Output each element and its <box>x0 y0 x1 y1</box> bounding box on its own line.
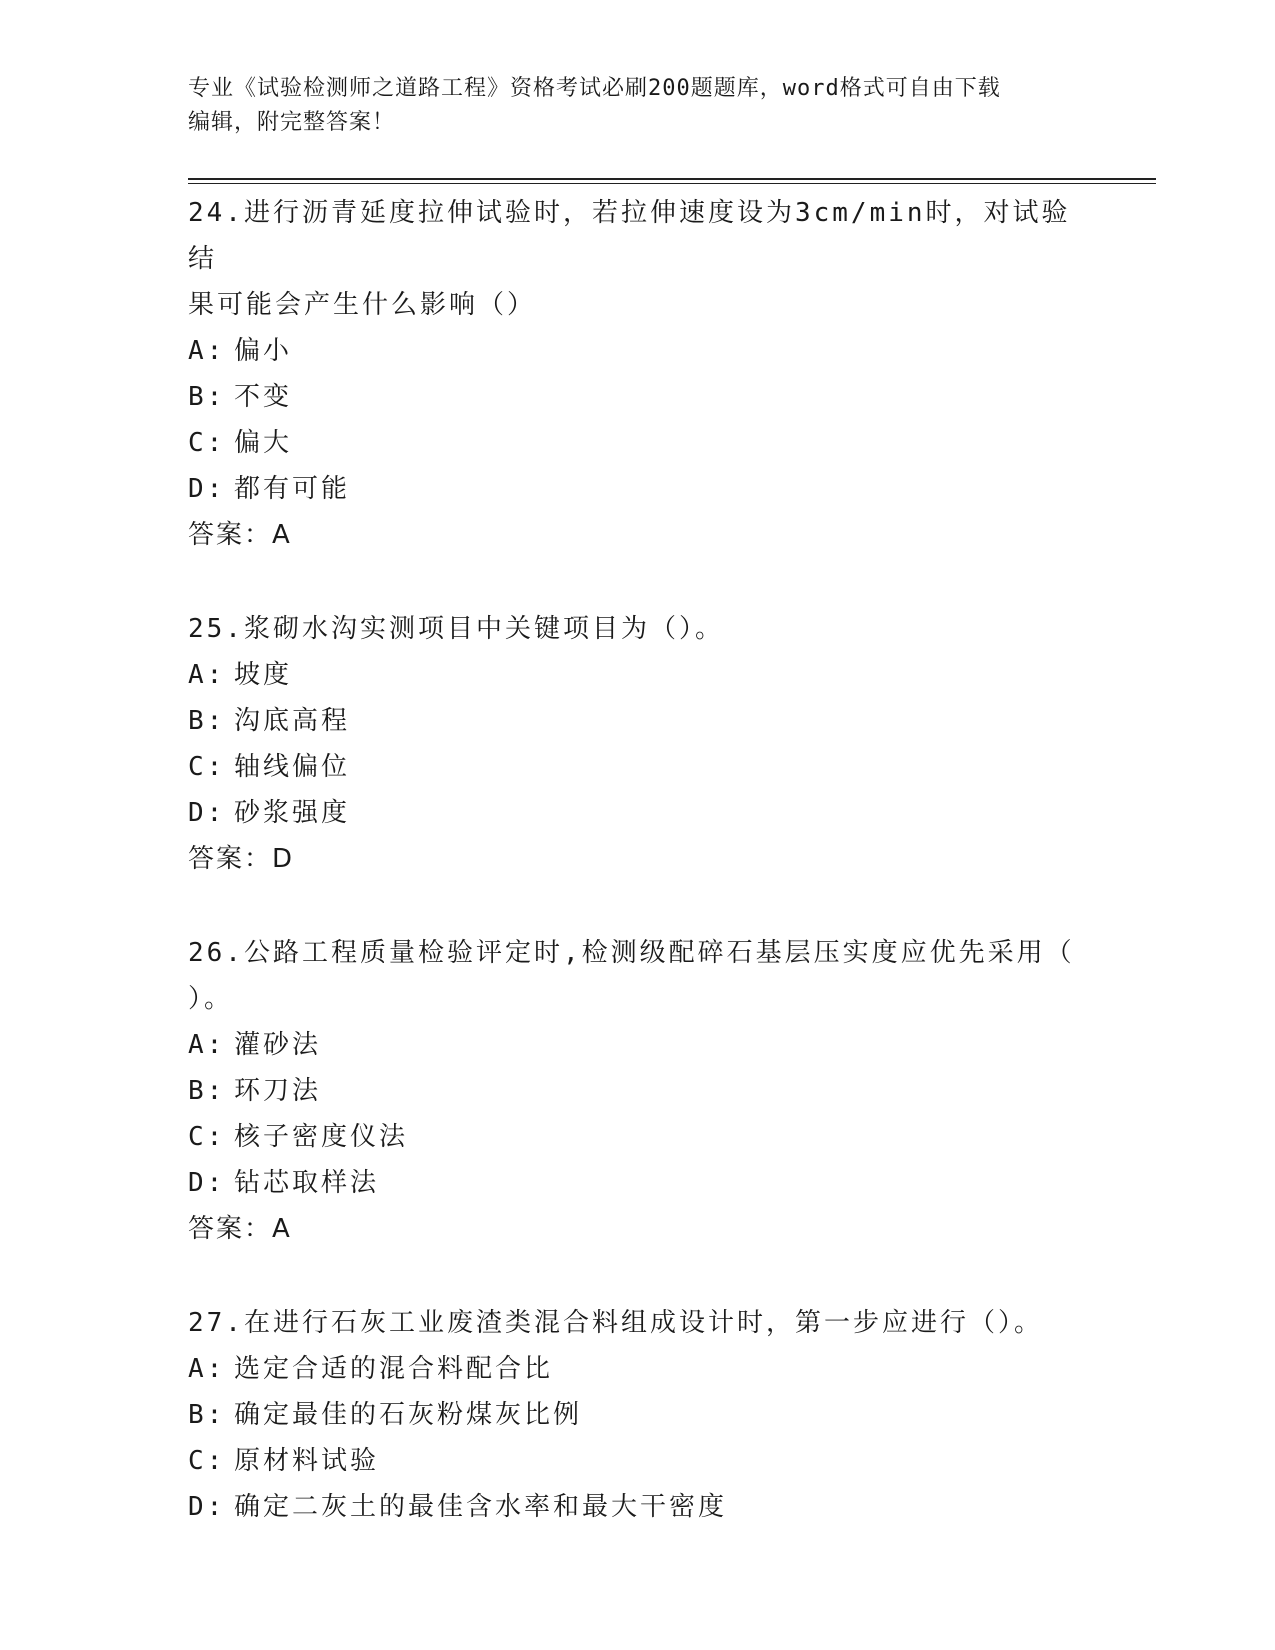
header-divider-thick <box>188 178 1156 180</box>
option-b <box>188 374 1088 420</box>
option-text: 沟底高程 <box>234 706 351 736</box>
option-a <box>188 1346 1088 1392</box>
option-key: C: <box>188 752 226 782</box>
option-text: 轴线偏位 <box>234 752 351 782</box>
question-stem-line-1: 24.进行沥青延度拉伸试验时，若拉伸速度设为3cm/min时，对试验结 <box>188 198 1071 274</box>
option-text: 确定二灰土的最佳含水率和最大干密度 <box>234 1492 728 1522</box>
option-key: B: <box>188 1400 226 1430</box>
option-text: 原材料试验 <box>234 1446 380 1476</box>
option-key: D: <box>188 1492 226 1522</box>
option-key: B: <box>188 706 226 736</box>
option-text: 不变 <box>234 382 293 412</box>
option-d <box>188 1160 1088 1206</box>
option-text: 灌砂法 <box>234 1030 322 1060</box>
option-key: C: <box>188 1122 226 1152</box>
option-c <box>188 744 1088 790</box>
option-text: 确定最佳的石灰粉煤灰比例 <box>234 1400 583 1430</box>
option-key: B: <box>188 382 226 412</box>
option-key: D: <box>188 474 226 504</box>
question-stem-line-2: ）。 <box>188 984 234 1014</box>
option-a <box>188 652 1088 698</box>
option-key: A: <box>188 1354 226 1384</box>
option-b <box>188 698 1088 744</box>
option-key: C: <box>188 1446 226 1476</box>
question-25 <box>188 606 1088 882</box>
option-d <box>188 790 1088 836</box>
question-26 <box>188 930 1088 1252</box>
option-text: 偏小 <box>234 336 293 366</box>
option-d <box>188 466 1088 512</box>
option-b <box>188 1392 1088 1438</box>
option-text: 钻芯取样法 <box>234 1168 380 1198</box>
option-text: 环刀法 <box>234 1076 322 1106</box>
option-a <box>188 1022 1088 1068</box>
option-key: B: <box>188 1076 226 1106</box>
option-c <box>188 1114 1088 1160</box>
option-text: 都有可能 <box>234 474 351 504</box>
option-text: 偏大 <box>234 428 293 458</box>
option-key: C: <box>188 428 226 458</box>
header-divider-thin <box>188 183 1156 184</box>
answer-label: 答案：A <box>188 1214 292 1244</box>
header-line-1: 专业《试验检测师之道路工程》资格考试必刷200题题库，word格式可自由下载 <box>188 76 1001 101</box>
option-key: D: <box>188 1168 226 1198</box>
option-b <box>188 1068 1088 1114</box>
option-c <box>188 420 1088 466</box>
option-text: 选定合适的混合料配合比 <box>234 1354 554 1384</box>
question-stem-line-1: 27.在进行石灰工业废渣类混合料组成设计时，第一步应进行（）。 <box>188 1308 1043 1338</box>
option-c <box>188 1438 1088 1484</box>
option-key: A: <box>188 660 226 690</box>
question-24 <box>188 190 1088 558</box>
question-27 <box>188 1300 1088 1530</box>
document-header <box>188 72 1068 140</box>
option-text: 核子密度仪法 <box>234 1122 409 1152</box>
question-stem-line-1: 25.浆砌水沟实测项目中关键项目为（）。 <box>188 614 724 644</box>
question-stem-line-2: 果可能会产生什么影响（） <box>188 290 537 320</box>
answer-label: 答案：D <box>188 844 295 874</box>
option-key: A: <box>188 336 226 366</box>
option-d <box>188 1484 1088 1530</box>
question-list <box>188 190 1088 1578</box>
option-key: A: <box>188 1030 226 1060</box>
question-stem-line-1: 26.公路工程质量检验评定时,检测级配碎石基层压实度应优先采用（ <box>188 938 1075 968</box>
option-text: 砂浆强度 <box>234 798 351 828</box>
option-a <box>188 328 1088 374</box>
header-line-2: 编辑，附完整答案！ <box>188 110 396 135</box>
option-key: D: <box>188 798 226 828</box>
option-text: 坡度 <box>234 660 293 690</box>
answer-label: 答案：A <box>188 520 292 550</box>
